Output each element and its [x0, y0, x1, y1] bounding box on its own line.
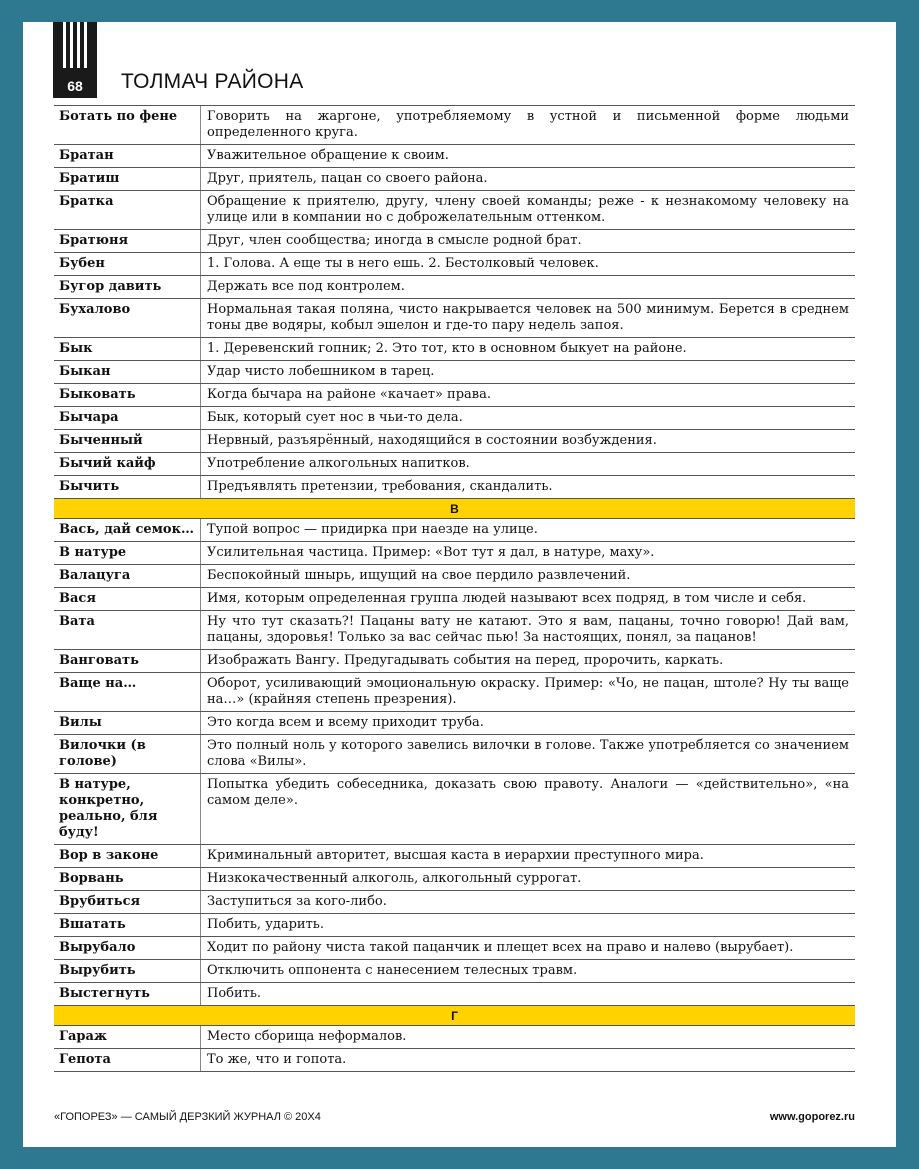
glossary-row	[54, 145, 855, 168]
glossary-row	[54, 384, 855, 407]
term-cell: Бугор давить	[54, 276, 201, 298]
term-cell: Вор в законе	[54, 845, 201, 867]
definition-cell: Уважительное обращение к своим.	[207, 148, 449, 163]
definition-cell: Употребление алкогольных напитков.	[207, 456, 470, 471]
page-title: ТОЛМАЧ РАЙОНА	[121, 70, 304, 93]
glossary-row	[54, 191, 855, 230]
definition-cell: Когда бычара на районе «качает» права.	[207, 387, 491, 402]
glossary-row	[54, 611, 855, 650]
term-cell: В натуре, конкретно, реально, бля буду!	[54, 774, 201, 844]
glossary-row	[54, 868, 855, 891]
definition-cell: Оборот, усиливающий эмоциональную окраску. Пример: «Чо, не пацан, штоле? Ну ты ваще на…» (крайняя степень презрения).	[207, 676, 849, 707]
glossary-row	[54, 299, 855, 338]
definition-cell: Беспокойный шнырь, ищущий на свое пердило развлечений.	[207, 568, 631, 583]
term-cell: Вата	[54, 611, 201, 649]
term-cell: Бычить	[54, 476, 201, 498]
term-cell: Братан	[54, 145, 201, 167]
section-letter-band: В	[54, 499, 855, 519]
term-cell: Гараж	[54, 1026, 201, 1048]
term-cell: Братюня	[54, 230, 201, 252]
glossary-row	[54, 430, 855, 453]
glossary-row	[54, 735, 855, 774]
definition-cell: Ну что тут сказать?! Пацаны вату не катают. Это я вам, пацаны, точно говорю! Дай вам, пацаны, здоровья! Только за вас сейчас пью! За настоящих, понял, за пацанов!	[207, 614, 849, 645]
tab-stripe	[70, 22, 73, 68]
term-cell: Бубен	[54, 253, 201, 275]
term-cell: Гепота	[54, 1049, 201, 1071]
glossary-row	[54, 276, 855, 299]
definition-cell: Бык, который сует нос в чьи-то дела.	[207, 410, 463, 425]
definition-cell: Заступиться за кого-либо.	[207, 894, 387, 909]
glossary-row	[54, 588, 855, 611]
term-cell: Бык	[54, 338, 201, 360]
tab-stripe	[63, 22, 66, 68]
glossary-row	[54, 519, 855, 542]
term-cell: Вшатать	[54, 914, 201, 936]
glossary-row	[54, 983, 855, 1006]
term-cell: Валацуга	[54, 565, 201, 587]
term-cell: Быкан	[54, 361, 201, 383]
glossary-row	[54, 673, 855, 712]
definition-cell: То же, что и гопота.	[207, 1052, 347, 1067]
term-cell: Ворвань	[54, 868, 201, 890]
glossary-row	[54, 453, 855, 476]
definition-cell: Имя, которым определенная группа людей называют всех подряд, в том числе и себя.	[207, 591, 807, 606]
definition-cell: Говорить на жаргоне, употребляемому в устной и письменной форме людьми определенного круга.	[207, 109, 849, 140]
glossary-table	[54, 105, 855, 1072]
definition-cell: Отключить оппонента с нанесением телесных травм.	[207, 963, 578, 978]
glossary-row	[54, 1026, 855, 1049]
definition-cell: Нормальная такая поляна, чисто накрывается человек на 500 минимум. Берется в среднем тоны две водяры, кобыл эшелон и где-то пару недель запоя.	[207, 302, 849, 333]
glossary-row	[54, 712, 855, 735]
definition-cell: Место сборища неформалов.	[207, 1029, 407, 1044]
tab-stripe	[77, 22, 80, 68]
term-cell: Вась, дай семок…	[54, 519, 201, 541]
definition-cell: Друг, приятель, пацан со своего района.	[207, 171, 488, 186]
definition-cell: Держать все под контролем.	[207, 279, 405, 294]
footer	[54, 1111, 855, 1123]
term-cell: Ботать по фене	[54, 106, 201, 144]
term-cell: В натуре	[54, 542, 201, 564]
term-cell: Ванговать	[54, 650, 201, 672]
term-cell: Вилы	[54, 712, 201, 734]
glossary-row	[54, 407, 855, 430]
page-number-tab	[53, 22, 97, 98]
definition-cell: Побить.	[207, 986, 262, 1001]
definition-cell: Это полный ноль у которого завелись вилочки в голове. Также употребляется со значением слова «Вилы».	[207, 738, 849, 769]
term-cell: Бычий кайф	[54, 453, 201, 475]
glossary-row	[54, 168, 855, 191]
definition-cell: Побить, ударить.	[207, 917, 324, 932]
definition-cell: Друг, член сообщества; иногда в смысле родной брат.	[207, 233, 582, 248]
term-cell: Бухалово	[54, 299, 201, 337]
term-cell: Вырубить	[54, 960, 201, 982]
definition-cell: 1. Деревенский гопник; 2. Это тот, кто в основном быкует на районе.	[207, 341, 687, 356]
term-cell: Врубиться	[54, 891, 201, 913]
glossary-row	[54, 542, 855, 565]
glossary-row	[54, 650, 855, 673]
tab-stripe	[84, 22, 87, 68]
glossary-row	[54, 338, 855, 361]
term-cell: Вырубало	[54, 937, 201, 959]
term-cell: Братиш	[54, 168, 201, 190]
glossary-row	[54, 106, 855, 145]
glossary-row	[54, 914, 855, 937]
glossary-row	[54, 937, 855, 960]
glossary-row	[54, 253, 855, 276]
definition-cell: Обращение к приятелю, другу, члену своей команды; реже - к незнакомому человеку на улице или в компании но с доброжелательным оттенком.	[207, 194, 849, 225]
term-cell: Вилочки (в голове)	[54, 735, 201, 773]
definition-cell: Криминальный авторитет, высшая каста в иерархии преступного мира.	[207, 848, 704, 863]
footer-copyright: «ГОПОРЕЗ» — САМЫЙ ДЕРЗКИЙ ЖУРНАЛ © 20Х4	[54, 1111, 321, 1123]
page-number: 68	[67, 78, 83, 94]
definition-cell: Попытка убедить собеседника, доказать свою правоту. Аналоги — «действительно», «на самом деле».	[207, 777, 849, 808]
term-cell: Ваще на…	[54, 673, 201, 711]
definition-cell: Низкокачественный алкоголь, алкогольный суррогат.	[207, 871, 582, 886]
footer-website: www.goporez.ru	[769, 1111, 855, 1123]
term-cell: Быковать	[54, 384, 201, 406]
definition-cell: Ходит по району чиста такой пацанчик и плещет всех на право и налево (вырубает).	[207, 940, 794, 955]
glossary-row	[54, 891, 855, 914]
glossary-row	[54, 960, 855, 983]
term-cell: Вася	[54, 588, 201, 610]
glossary-row	[54, 565, 855, 588]
definition-cell: Тупой вопрос — придирка при наезде на улице.	[207, 522, 538, 537]
glossary-row	[54, 1049, 855, 1072]
page	[23, 22, 896, 1147]
term-cell: Бычара	[54, 407, 201, 429]
glossary-row	[54, 774, 855, 845]
definition-cell: 1. Голова. А еще ты в него ешь. 2. Бестолковый человек.	[207, 256, 599, 271]
term-cell: Братка	[54, 191, 201, 229]
glossary-row	[54, 230, 855, 253]
glossary-row	[54, 361, 855, 384]
definition-cell: Это когда всем и всему приходит труба.	[207, 715, 484, 730]
term-cell: Быченный	[54, 430, 201, 452]
definition-cell: Удар чисто лобешником в тарец.	[207, 364, 435, 379]
section-letter-band: Г	[54, 1006, 855, 1026]
definition-cell: Усилительная частица. Пример: «Вот тут я дал, в натуре, маху».	[207, 545, 655, 560]
glossary-row	[54, 845, 855, 868]
glossary-row	[54, 476, 855, 499]
definition-cell: Нервный, разъярённый, находящийся в состоянии возбуждения.	[207, 433, 657, 448]
term-cell: Выстегнуть	[54, 983, 201, 1005]
definition-cell: Предъявлять претензии, требования, скандалить.	[207, 479, 553, 494]
definition-cell: Изображать Вангу. Предугадывать события на перед, пророчить, каркать.	[207, 653, 724, 668]
